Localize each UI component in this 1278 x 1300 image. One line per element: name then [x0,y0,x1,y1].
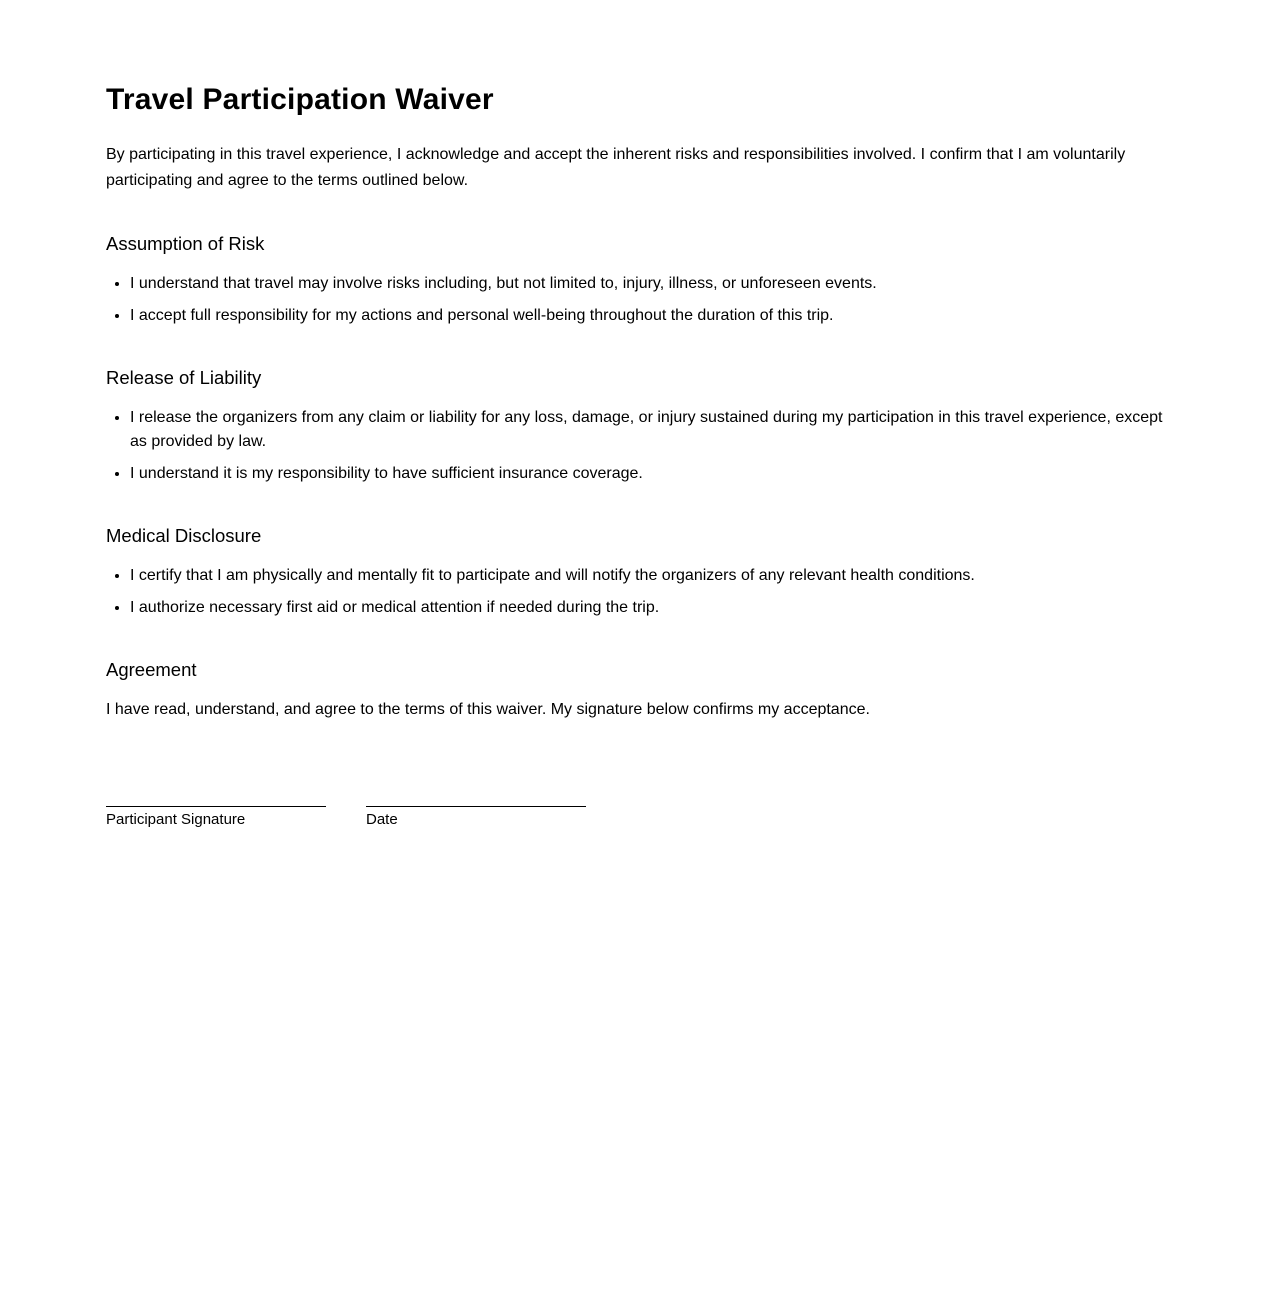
list-item: • I understand that travel may involve risks including, but not limited to, injury, illness, or unforeseen events. [130,272,1172,296]
list-item: • I release the organizers from any claim or liability for any loss, damage, or injury sustained during my participation in this travel experience, except as provided by law. [130,406,1172,454]
participant-signature-label: Participant Signature [106,811,246,828]
date-label: Date [366,811,398,828]
section-assumption-of-risk [106,232,1172,328]
bullet-list [106,272,1172,328]
section-heading: Assumption of Risk [106,233,265,254]
section-release-of-liability [106,366,1172,486]
section-agreement [106,658,1172,722]
list-item: • I accept full responsibility for my actions and personal well-being throughout the duration of this trip. [130,304,1172,328]
agreement-text: I have read, understand, and agree to the terms of this waiver. My signature below confirms my acceptance. [106,701,870,718]
section-medical-disclosure [106,524,1172,620]
section-heading: Agreement [106,659,197,680]
page-title: Travel Participation Waiver [106,83,494,116]
list-item: • I understand it is my responsibility to have sufficient insurance coverage. [130,462,1172,486]
intro-paragraph: By participating in this travel experience, I acknowledge and accept the inherent risks and responsibilities involved. I confirm that I am voluntarily participating and agree to the terms outlined below. [106,146,1126,189]
bullet-list [106,564,1172,620]
list-item: • I authorize necessary first aid or medical attention if needed during the trip. [130,596,1172,620]
participant-signature-field[interactable] [106,806,326,829]
bullet-list [106,406,1172,486]
list-item: • I certify that I am physically and mentally fit to participate and will notify the organizers of any relevant health conditions. [130,564,1172,588]
signature-block [106,806,1172,829]
date-field[interactable] [366,806,586,829]
date-line [366,806,586,807]
signature-line [106,806,326,807]
section-heading: Medical Disclosure [106,525,262,546]
section-heading: Release of Liability [106,367,262,388]
